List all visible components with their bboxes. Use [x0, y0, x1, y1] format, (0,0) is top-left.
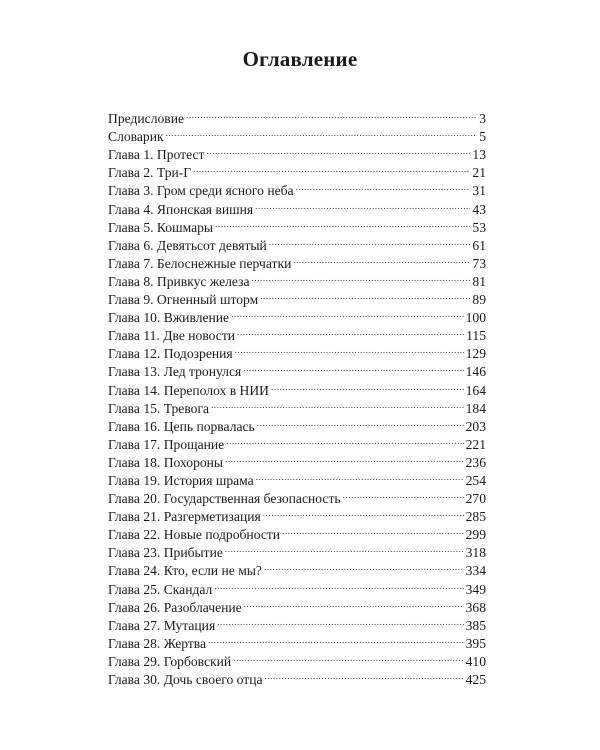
toc-entry-label: Глава 14. Переполох в НИИ: [108, 382, 269, 398]
dot-leader: [263, 503, 464, 521]
toc-entry-page-number: 368: [465, 599, 486, 615]
toc-entry-page-number: 270: [465, 491, 486, 507]
dot-leader: [269, 232, 471, 250]
dot-leader: [282, 521, 464, 539]
dot-leader: [208, 630, 464, 648]
toc-entry-label: Глава 19. История шрама: [108, 472, 254, 488]
toc-entry-label: Глава 8. Привкус железа: [108, 273, 250, 289]
toc-entry-label: Глава 11. Две новости: [108, 328, 236, 344]
dot-leader: [264, 557, 464, 575]
dot-leader: [343, 485, 464, 503]
toc-entry-page-number: 203: [465, 418, 486, 434]
toc-entry-label: Глава 24. Кто, если не мы?: [108, 563, 262, 579]
dot-leader: [217, 612, 463, 630]
dot-leader: [225, 449, 464, 467]
dot-leader: [225, 539, 464, 557]
toc-entry: [108, 105, 486, 127]
toc-entry-label: Глава 25. Скандал: [108, 581, 213, 597]
dot-leader: [293, 250, 470, 268]
toc-entry-page-number: 146: [465, 364, 486, 380]
toc-entry-label: Глава 1. Протест: [108, 147, 205, 163]
dot-leader: [243, 358, 463, 376]
toc-entry-page-number: 43: [472, 201, 486, 217]
toc-entry-label: Глава 20. Государственная безопасность: [108, 491, 341, 507]
toc-entry-page-number: 73: [472, 255, 486, 271]
toc-entry-label: Глава 29. Горбовский: [108, 653, 232, 669]
toc-entry-page-number: 410: [465, 653, 486, 669]
toc-entry-label: Глава 16. Цепь порвалась: [108, 418, 255, 434]
dot-leader: [231, 304, 464, 322]
toc-entry-label: Глава 15. Тревога: [108, 400, 210, 416]
toc-entry-label: Глава 30. Дочь своего отца: [108, 672, 263, 687]
toc-entry-label: Глава 10. Вживление: [108, 310, 230, 326]
toc-entry-page-number: 100: [465, 310, 486, 326]
dot-leader: [166, 123, 478, 141]
dot-leader: [271, 376, 464, 394]
toc-entry-page-number: 221: [465, 436, 486, 452]
dot-leader: [233, 648, 463, 666]
toc-entry-label: Глава 13. Лед тронулся: [108, 364, 242, 380]
toc-entry-page-number: 299: [465, 527, 486, 543]
dot-leader: [235, 340, 464, 358]
toc-entry-page-number: 81: [472, 273, 486, 289]
toc-entry-page-number: 129: [465, 346, 486, 362]
toc-entry-page-number: 334: [465, 563, 486, 579]
dot-leader: [214, 575, 463, 593]
toc-entry-label: Глава 12. Подозрения: [108, 346, 233, 362]
toc-entry-label: Словарик: [108, 129, 164, 145]
toc-entry-label: Глава 4. Японская вишня: [108, 201, 254, 217]
dot-leader: [244, 594, 464, 612]
toc-entry: [108, 123, 486, 145]
toc-entry-page-number: 5: [479, 129, 486, 145]
dot-leader: [206, 141, 470, 159]
dot-leader: [193, 159, 470, 177]
toc-entry-page-number: 425: [465, 672, 486, 687]
toc-entry-label: Глава 7. Белоснежные перчатки: [108, 255, 292, 271]
dot-leader: [256, 467, 464, 485]
dot-leader: [260, 286, 470, 304]
dot-leader: [186, 105, 477, 123]
toc-entry-label: Глава 21. Разгерметизация: [108, 509, 261, 525]
toc-entry-page-number: 395: [465, 635, 486, 651]
toc-entry-label: Глава 5. Кошмары: [108, 219, 214, 235]
toc-entry-label: Предисловие: [108, 111, 185, 127]
toc-entry-label: Глава 3. Гром среди ясного неба: [108, 183, 294, 199]
dot-leader: [237, 322, 464, 340]
toc-entry-label: Глава 6. Девятьсот девятый: [108, 237, 267, 253]
toc-entry-page-number: 318: [465, 545, 486, 561]
dot-leader: [215, 214, 470, 232]
toc-entry-page-number: 285: [465, 509, 486, 525]
dot-leader: [255, 195, 470, 213]
toc-entry-page-number: 53: [472, 219, 486, 235]
toc-entry: [108, 141, 486, 163]
toc-entry-label: Глава 28. Жертва: [108, 635, 207, 651]
toc-entry-label: Глава 26. Разоблачение: [108, 599, 242, 615]
dot-leader: [296, 177, 471, 195]
toc-entry-page-number: 236: [465, 454, 486, 470]
toc-entry-page-number: 31: [472, 183, 486, 199]
toc-entry-page-number: 184: [465, 400, 486, 416]
toc-entry-label: Глава 27. Мутация: [108, 617, 216, 633]
dot-leader: [257, 413, 464, 431]
toc-entry-page-number: 21: [472, 165, 486, 181]
toc-entry-page-number: 3: [479, 111, 486, 127]
dot-leader: [265, 666, 464, 684]
toc-entry-page-number: 254: [465, 472, 486, 488]
dot-leader: [211, 395, 464, 413]
toc-entry-page-number: 115: [466, 328, 486, 344]
table-of-contents: [108, 105, 486, 687]
toc-entry-label: Глава 9. Огненный шторм: [108, 292, 259, 308]
toc-entry-label: Глава 22. Новые подробности: [108, 527, 281, 543]
dot-leader: [226, 431, 463, 449]
toc-entry-page-number: 385: [465, 617, 486, 633]
toc-entry-label: Глава 17. Прощание: [108, 436, 225, 452]
toc-entry-label: Глава 23. Прибытие: [108, 545, 223, 561]
toc-entry-page-number: 164: [465, 382, 486, 398]
toc-entry-page-number: 89: [472, 292, 486, 308]
dot-leader: [252, 268, 471, 286]
toc-entry-label: Глава 18. Похороны: [108, 454, 224, 470]
toc-entry-page-number: 61: [472, 237, 486, 253]
toc-entry-page-number: 349: [465, 581, 486, 597]
toc-entry-page-number: 13: [472, 147, 486, 163]
page-title: Оглавление: [242, 47, 358, 71]
toc-entry-label: Глава 2. Три-Г: [108, 165, 192, 181]
